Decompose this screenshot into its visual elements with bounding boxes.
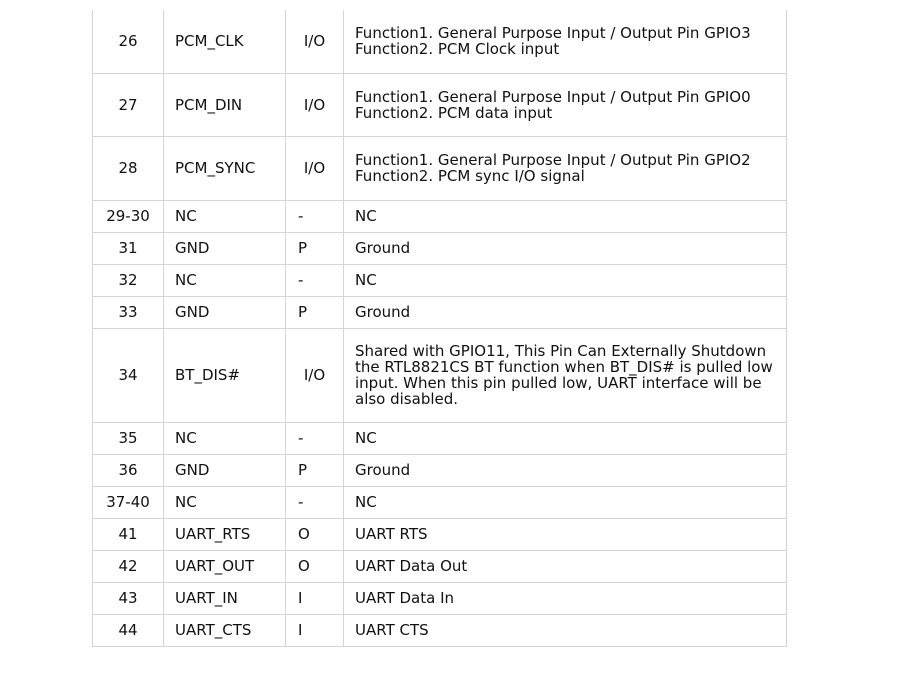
pin-type-cell: -: [286, 264, 344, 296]
table-row: [93, 136, 787, 200]
description-line: NC: [355, 271, 377, 289]
pin-number-cell: 34: [93, 328, 164, 422]
table-row: [93, 518, 787, 550]
table-row: [93, 10, 787, 73]
pin-type-cell: -: [286, 422, 344, 454]
description-line: Ground: [355, 303, 411, 321]
pin-name-cell: GND: [164, 454, 286, 486]
table-row: [93, 582, 787, 614]
description-line: NC: [355, 493, 377, 511]
table-row: [93, 454, 787, 486]
pin-description-cell: [344, 136, 787, 200]
pin-description-table-container: [92, 10, 786, 647]
pin-number-cell: 42: [93, 550, 164, 582]
pin-description-cell: [344, 422, 787, 454]
pin-description-cell: [344, 454, 787, 486]
description-line: UART Data Out: [355, 557, 468, 575]
table-row: [93, 422, 787, 454]
table-row: [93, 73, 787, 136]
description-line: input. When this pin pulled low, UART interface will be: [355, 374, 762, 392]
pin-number-cell: 41: [93, 518, 164, 550]
pin-number-cell: 44: [93, 614, 164, 646]
pin-name-cell: UART_RTS: [164, 518, 286, 550]
pin-description-table: [92, 10, 787, 647]
description-line: Function1. General Purpose Input / Output Pin GPIO2: [355, 151, 751, 169]
pin-description-cell: [344, 296, 787, 328]
description-line: NC: [355, 207, 377, 225]
pin-description-cell: [344, 518, 787, 550]
table-row: [93, 550, 787, 582]
pin-type-cell: I/O: [286, 10, 344, 73]
pin-type-cell: P: [286, 296, 344, 328]
pin-name-cell: NC: [164, 200, 286, 232]
pin-type-cell: I/O: [286, 73, 344, 136]
description-line: UART CTS: [355, 621, 429, 639]
description-line: Ground: [355, 239, 411, 257]
description-line: Function2. PCM Clock input: [355, 40, 560, 59]
description-line: Ground: [355, 461, 411, 479]
description-line: the RTL8821CS BT function when BT_DIS# is pulled low: [355, 358, 773, 376]
pin-table-body: [93, 10, 787, 646]
description-line: also disabled.: [355, 390, 459, 408]
description-line: UART RTS: [355, 525, 428, 543]
pin-number-cell: 26: [93, 10, 164, 73]
pin-name-cell: PCM_DIN: [164, 73, 286, 136]
table-row: [93, 614, 787, 646]
pin-number-cell: 32: [93, 264, 164, 296]
pin-description-cell: [344, 550, 787, 582]
description-line: NC: [355, 429, 377, 447]
pin-type-cell: P: [286, 454, 344, 486]
pin-description-cell: [344, 232, 787, 264]
pin-description-cell: [344, 10, 787, 73]
pin-type-cell: -: [286, 200, 344, 232]
table-row: [93, 486, 787, 518]
pin-name-cell: BT_DIS#: [164, 328, 286, 422]
description-line: UART Data In: [355, 589, 455, 607]
pin-name-cell: UART_OUT: [164, 550, 286, 582]
pin-name-cell: UART_CTS: [164, 614, 286, 646]
pin-type-cell: O: [286, 550, 344, 582]
pin-number-cell: 27: [93, 73, 164, 136]
table-row: [93, 200, 787, 232]
description-line: Function2. PCM data input: [355, 103, 553, 122]
pin-type-cell: I: [286, 614, 344, 646]
description-line: Shared with GPIO11, This Pin Can Externally Shutdown: [355, 342, 767, 360]
pin-name-cell: UART_IN: [164, 582, 286, 614]
pin-description-cell: [344, 582, 787, 614]
pin-name-cell: NC: [164, 422, 286, 454]
pin-name-cell: NC: [164, 264, 286, 296]
table-row: [93, 232, 787, 264]
pin-name-cell: NC: [164, 486, 286, 518]
pin-description-cell: [344, 328, 787, 422]
pin-type-cell: I/O: [286, 328, 344, 422]
table-row: [93, 328, 787, 422]
pin-type-cell: P: [286, 232, 344, 264]
table-row: [93, 264, 787, 296]
pin-type-cell: I/O: [286, 136, 344, 200]
pin-type-cell: I: [286, 582, 344, 614]
pin-description-cell: [344, 486, 787, 518]
pin-name-cell: PCM_SYNC: [164, 136, 286, 200]
pin-number-cell: 33: [93, 296, 164, 328]
pin-description-cell: [344, 73, 787, 136]
pin-number-cell: 36: [93, 454, 164, 486]
pin-description-cell: [344, 200, 787, 232]
pin-number-cell: 37-40: [93, 486, 164, 518]
pin-description-cell: [344, 264, 787, 296]
description-line: Function2. PCM sync I/O signal: [355, 167, 585, 185]
pin-number-cell: 29-30: [93, 200, 164, 232]
description-line: Function1. General Purpose Input / Output Pin GPIO3: [355, 24, 751, 43]
pin-number-cell: 43: [93, 582, 164, 614]
pin-type-cell: O: [286, 518, 344, 550]
pin-name-cell: PCM_CLK: [164, 10, 286, 73]
pin-number-cell: 35: [93, 422, 164, 454]
pin-name-cell: GND: [164, 296, 286, 328]
pin-type-cell: -: [286, 486, 344, 518]
pin-description-cell: [344, 614, 787, 646]
description-line: Function1. General Purpose Input / Output Pin GPIO0: [355, 87, 751, 106]
pin-name-cell: GND: [164, 232, 286, 264]
pin-number-cell: 28: [93, 136, 164, 200]
table-row: [93, 296, 787, 328]
pin-number-cell: 31: [93, 232, 164, 264]
